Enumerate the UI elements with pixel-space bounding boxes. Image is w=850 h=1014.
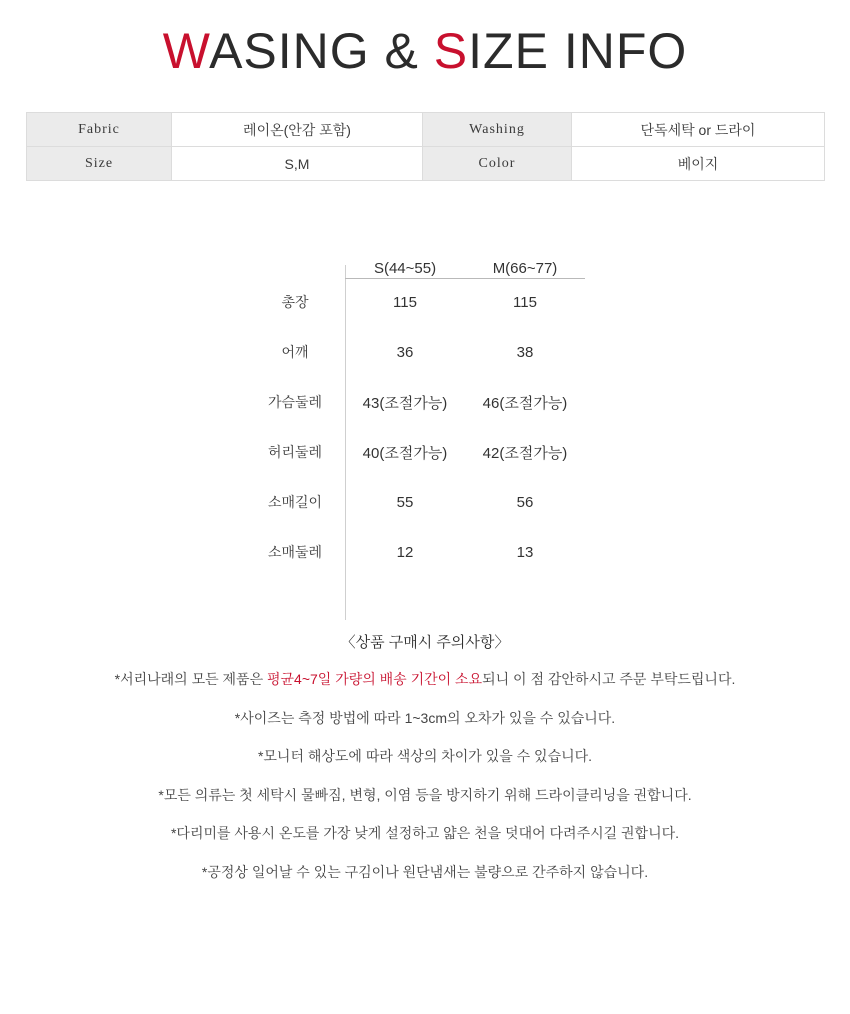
info-table-wrapper [26,112,824,181]
measurement-label-shoulder: 어깨 [281,344,309,360]
table-row [245,377,585,427]
info-value-fabric: 레이온(안감 포함) [172,113,423,147]
table-row [245,527,585,577]
measurement-label-chest: 가슴둘레 [267,394,323,410]
notice-line-shipping-highlight: 평균4~7일 가량의 배송 기간이 소요 [266,671,483,687]
info-value-size: S,M [172,147,423,181]
info-label-washing: Washing [423,113,572,147]
notice-line-ironing: *다리미를 사용시 온도를 가장 낮게 설정하고 얇은 천을 덧대어 다려주시길 권합니다. [170,825,680,842]
measurement-header-row [245,235,585,277]
table-row [27,113,825,147]
title-rest-wasing: ASING [209,23,370,79]
measurement-label-sleeve-circumference: 소매둘레 [267,544,323,560]
notice-line-shipping-pre: *서리나래의 모든 제품은 [114,671,267,687]
notice-line-shipping [0,670,850,690]
measurement-m-sleeve-circumference: 13 [516,543,534,561]
purchase-notice-section [0,631,850,883]
notice-line-shipping-post: 되니 이 점 감안하시고 주문 부탁드립니다. [482,671,736,687]
notice-line-wrinkles: *공정상 일어날 수 있는 구김이나 원단냄새는 불량으로 간주하지 않습니다. [201,863,649,880]
info-label-color: Color [423,147,572,181]
measurement-table [245,235,585,577]
measurement-m-waist: 42(조절가능) [482,444,568,462]
title-rest-size-info: IZE INFO [468,23,688,79]
measurement-header-blank [245,235,345,277]
measurement-m-sleeve-length: 56 [516,493,534,511]
title-ampersand: & [369,23,434,79]
info-value-color: 베이지 [572,147,825,181]
measurement-section [0,235,850,615]
table-row [245,277,585,327]
measurement-s-waist: 40(조절가능) [362,444,448,462]
measurement-header-s: S(44~55) [373,260,437,277]
table-row [245,477,585,527]
measurement-m-chest: 46(조절가능) [482,394,568,412]
info-label-fabric: Fabric [27,113,172,147]
page-title [0,22,850,80]
title-accent-w: W [162,23,210,79]
measurement-header-m: M(66~77) [492,260,558,277]
measurement-header-divider [345,278,585,279]
info-label-size: Size [27,147,172,181]
measurement-label-waist: 허리둘레 [267,444,323,460]
measurement-vertical-divider [345,265,346,620]
measurement-s-sleeve-circumference: 12 [396,543,414,561]
measurement-m-total-length: 115 [513,293,537,311]
measurement-label-sleeve-length: 소매길이 [267,494,323,510]
notice-line-dry-cleaning: *모든 의류는 첫 세탁시 물빠짐, 변형, 이염 등을 방지하기 위해 드라이클리닝을 권합니다. [158,786,692,803]
notice-title: 〈상품 구매시 주의사항〉 [340,634,510,651]
title-accent-s: S [433,23,469,79]
notice-line-monitor-color: *모니터 해상도에 따라 색상의 차이가 있을 수 있습니다. [257,748,593,765]
table-row [27,147,825,181]
measurement-s-total-length: 115 [393,293,417,311]
fabric-info-table [26,112,825,181]
table-row [245,327,585,377]
notice-line-size-tolerance: *사이즈는 측정 방법에 따라 1~3cm의 오차가 있을 수 있습니다. [234,709,616,726]
measurement-label-total-length: 총장 [281,294,309,310]
measurement-s-sleeve-length: 55 [396,493,414,511]
info-value-washing: 단독세탁 or 드라이 [572,113,825,147]
measurement-s-shoulder: 36 [396,343,414,361]
measurement-m-shoulder: 38 [516,343,534,361]
table-row [245,427,585,477]
measurement-s-chest: 43(조절가능) [362,394,448,412]
